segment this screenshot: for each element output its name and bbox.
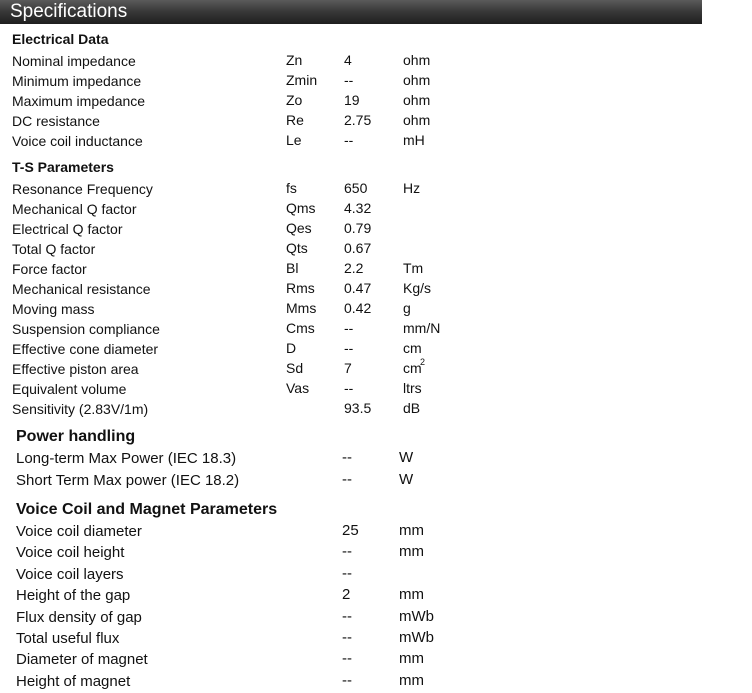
spec-symbol: Bl (286, 260, 299, 276)
section-title: Voice Coil and Magnet Parameters (16, 501, 278, 518)
spec-label: Long-term Max Power (IEC 18.3) (16, 450, 237, 467)
section-title: T-S Parameters (12, 159, 114, 175)
spec-unit: mH (403, 132, 425, 148)
spec-unit: cm (403, 340, 422, 356)
spec-value: 25 (342, 522, 359, 539)
spec-value: -- (342, 449, 352, 466)
spec-label: Flux density of gap (16, 608, 142, 626)
spec-value: 0.79 (344, 220, 372, 236)
spec-unit: cm (403, 360, 422, 376)
spec-symbol: Sd (286, 360, 304, 376)
spec-row (0, 672, 752, 693)
spec-value: -- (344, 132, 354, 148)
spec-symbol: Le (286, 132, 302, 148)
spec-value: -- (342, 671, 352, 689)
page-title: Specifications (10, 1, 128, 22)
spec-symbol: D (286, 340, 297, 356)
spec-symbol: Qms (286, 200, 316, 216)
spec-row (0, 380, 752, 400)
spec-row (0, 586, 752, 607)
spec-unit: ohm (403, 92, 431, 108)
spec-row (0, 320, 752, 340)
spec-label: Mechanical resistance (12, 281, 151, 297)
spec-row (0, 522, 752, 543)
spec-value: -- (342, 607, 352, 625)
spec-label: Effective piston area (12, 361, 139, 377)
spec-symbol: Rms (286, 280, 315, 296)
spec-value: -- (342, 564, 352, 582)
spec-label: Maximum impedance (12, 93, 146, 109)
spec-unit: ohm (403, 112, 431, 128)
spec-unit: Kg/s (403, 280, 432, 296)
spec-label: Force factor (12, 261, 87, 277)
spec-unit: mm (399, 650, 424, 668)
unit-superscript: 2 (420, 357, 426, 367)
spec-symbol: Zmin (286, 72, 318, 88)
spec-row (0, 608, 752, 629)
spec-unit: mWb (399, 607, 434, 625)
spec-row (0, 449, 752, 471)
spec-unit: W (399, 471, 414, 488)
spec-value: 4.32 (344, 200, 372, 216)
spec-row (0, 220, 752, 240)
spec-value: 19 (344, 92, 360, 108)
spec-value: 650 (344, 180, 368, 196)
spec-value: 0.47 (344, 280, 372, 296)
spec-label: Electrical Q factor (12, 221, 123, 237)
spec-value: 2 (342, 586, 351, 604)
spec-label: Total useful flux (16, 630, 120, 647)
spec-row (0, 471, 752, 493)
spec-unit: mm/N (403, 320, 441, 336)
spec-symbol: Zn (286, 52, 303, 68)
spec-value: -- (342, 543, 352, 561)
spec-unit: mWb (399, 629, 434, 646)
spec-unit: Hz (403, 180, 421, 196)
spec-row (0, 340, 752, 360)
spec-label: Total Q factor (12, 241, 96, 257)
spec-row (0, 180, 752, 200)
spec-unit: dB (403, 400, 421, 416)
spec-label: Voice coil height (16, 544, 125, 562)
spec-row (0, 357, 752, 380)
spec-symbol: fs (286, 180, 297, 196)
spec-symbol: Qes (286, 220, 312, 236)
spec-value: 4 (344, 52, 352, 68)
spec-value: 2.75 (344, 112, 372, 128)
spec-row (0, 112, 752, 132)
spec-symbol: Qts (286, 240, 308, 256)
spec-unit: W (399, 449, 414, 466)
spec-value: 93.5 (344, 400, 372, 416)
spec-unit: ltrs (403, 380, 422, 396)
spec-value: 2.2 (344, 260, 364, 276)
spec-symbol: Zo (286, 92, 303, 108)
spec-row (0, 260, 752, 280)
spec-row (0, 300, 752, 320)
spec-row (0, 400, 752, 420)
spec-label: DC resistance (12, 113, 100, 129)
spec-value: -- (344, 320, 354, 336)
spec-unit: mm (399, 522, 424, 539)
spec-value: -- (342, 471, 352, 488)
spec-row (0, 240, 752, 260)
spec-row (0, 629, 752, 650)
spec-row (0, 650, 752, 671)
spec-value: -- (344, 340, 354, 356)
spec-row (0, 565, 752, 586)
spec-value: 0.67 (344, 240, 372, 256)
spec-symbol: Mms (286, 300, 317, 316)
spec-value: 0.42 (344, 300, 372, 316)
spec-label: Moving mass (12, 301, 95, 317)
spec-value: 7 (344, 360, 352, 376)
spec-label: Height of magnet (16, 672, 131, 690)
spec-label: Sensitivity (2.83V/1m) (12, 401, 149, 417)
spec-label: Voice coil layers (16, 565, 124, 583)
spec-label: Nominal impedance (12, 53, 136, 69)
section-title: Electrical Data (12, 31, 109, 47)
spec-label: Voice coil inductance (12, 133, 143, 149)
spec-row (0, 200, 752, 220)
spec-label: Height of the gap (16, 587, 131, 605)
spec-unit: g (403, 300, 411, 316)
spec-symbol: Cms (286, 320, 315, 336)
spec-label: Effective cone diameter (12, 341, 159, 357)
spec-label: Short Term Max power (IEC 18.2) (16, 472, 240, 489)
spec-unit: mm (399, 543, 424, 561)
spec-unit: ohm (403, 52, 431, 68)
spec-value: -- (342, 650, 352, 668)
spec-label: Diameter of magnet (16, 651, 148, 669)
spec-value: -- (342, 629, 352, 646)
section-title: Power handling (16, 428, 136, 445)
spec-label: Equivalent volume (12, 381, 127, 397)
spec-row (0, 92, 752, 112)
spec-row (0, 543, 752, 564)
spec-unit: mm (399, 671, 424, 689)
spec-label: Minimum impedance (12, 73, 142, 89)
spec-unit: Tm (403, 260, 424, 276)
spec-row (0, 72, 752, 92)
spec-value: -- (344, 72, 354, 88)
spec-symbol: Vas (286, 380, 310, 396)
spec-unit: mm (399, 586, 424, 604)
spec-row (0, 280, 752, 300)
spec-value: -- (344, 380, 354, 396)
spec-label: Resonance Frequency (12, 181, 153, 197)
spec-row (0, 52, 752, 72)
spec-label: Voice coil diameter (16, 523, 142, 540)
spec-label: Mechanical Q factor (12, 201, 137, 217)
spec-unit: ohm (403, 72, 431, 88)
specifications-header (0, 0, 702, 24)
spec-label: Suspension compliance (12, 321, 160, 337)
spec-row (0, 132, 752, 152)
spec-symbol: Re (286, 112, 304, 128)
